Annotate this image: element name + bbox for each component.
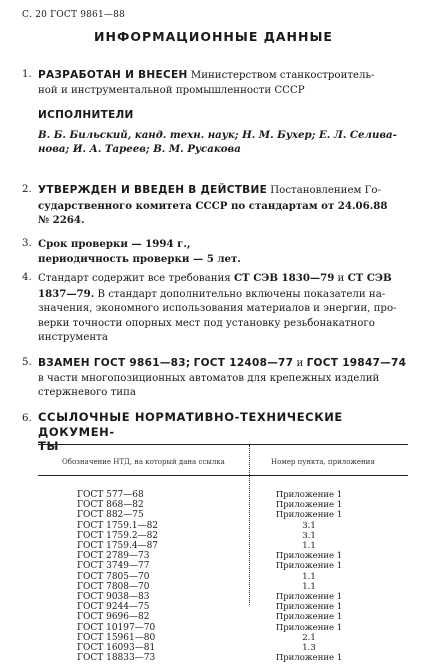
- item-2-line-3: № 2264.: [38, 214, 85, 226]
- item-4-line-5: инструмента: [38, 332, 108, 343]
- item-4: [38, 271, 408, 346]
- item-number-1: 1.: [22, 69, 32, 80]
- table-cell-document: ГОСТ 7808—70: [77, 581, 150, 592]
- table-cell-reference: 3.1: [302, 520, 316, 531]
- table-cell-reference: 3.1: [302, 530, 316, 541]
- table-top-rule: [38, 444, 408, 445]
- item-6-line-2: ТЫ: [38, 439, 59, 453]
- table-cell-document: ГОСТ 9696—82: [77, 612, 150, 623]
- item-4-line-3: значения, экономного использования материалов и энергии, про-: [38, 303, 397, 314]
- item-number-2: 2.: [22, 184, 32, 195]
- item-4-line-4: верки точности опорных мест под установку резьбонакатного: [38, 317, 375, 329]
- table-cell-document: ГОСТ 10197—70: [77, 622, 156, 633]
- item-3: [38, 237, 408, 266]
- item-1-text: Министерством станкостроитель-: [190, 70, 375, 81]
- table-header-rule: [38, 475, 408, 476]
- table-cell-reference: 1.1: [302, 581, 316, 592]
- table-cell-reference: 1.3: [302, 643, 316, 653]
- table-cell-reference: Приложение 1: [275, 602, 343, 613]
- table-cell-reference: Приложение 1: [275, 500, 343, 511]
- table-cell-document: ГОСТ 18833—73: [77, 653, 156, 664]
- table-header-document: Обозначение НТД, на который дана ссылка: [62, 458, 225, 466]
- item-2: [38, 183, 408, 228]
- performers-label: ИСПОЛНИТЕЛИ: [38, 109, 134, 121]
- item-5-line-1: ВЗАМЕН ГОСТ 9861—83; ГОСТ 12408—77 и ГОСТ 19847—74: [38, 357, 407, 369]
- item-2-heading: УТВЕРЖДЕН И ВВЕДЕН В ДЕЙСТВИЕ: [38, 184, 268, 196]
- section-title: ИНФОРМАЦИОННЫЕ ДАННЫЕ: [94, 29, 333, 44]
- item-number-3: 3.: [22, 238, 32, 249]
- item-6: [38, 410, 408, 454]
- table-cell-reference: 1.1: [302, 571, 316, 582]
- item-2-line-1: [38, 183, 408, 199]
- table-cell-document: ГОСТ 3749—77: [77, 561, 150, 572]
- item-number-6: 6.: [22, 413, 32, 424]
- table-cell-reference: Приложение 1: [275, 653, 343, 664]
- table-cell-document: ГОСТ 9244—75: [77, 602, 150, 613]
- table-cell-document: ГОСТ 1759.2—82: [77, 530, 159, 541]
- table-cell-document: ГОСТ 15961—80: [77, 632, 156, 643]
- page-header: С. 20 ГОСТ 9861—88: [22, 10, 125, 20]
- table-cell-document: ГОСТ 882—75: [77, 510, 144, 521]
- table-cell-reference: 2.1: [302, 632, 316, 643]
- item-5-line-2: в части многопозиционных автоматов для крепежных изделий: [38, 372, 380, 384]
- item-3-line-2: периодичность проверки — 5 лет.: [38, 252, 241, 265]
- table-cell-document: ГОСТ 577—68: [77, 490, 144, 500]
- item-5-line-3: стержневого типа: [38, 387, 136, 398]
- table-cell-reference: Приложение 1: [275, 592, 343, 602]
- item-4-line-2: 1837—79. В стандарт дополнительно включены показатели на-: [38, 287, 386, 300]
- table-cell-reference: Приложение 1: [275, 561, 343, 572]
- item-3-line-1: Срок проверки — 1994 г.,: [38, 238, 191, 250]
- table-cell-document: ГОСТ 9038—83: [77, 592, 150, 602]
- item-5: [38, 356, 408, 401]
- table-cell-reference: Приложение 1: [275, 551, 343, 562]
- performers: [38, 108, 408, 157]
- table-cell-document: ГОСТ 1759.1—82: [77, 520, 159, 531]
- table-header-reference: Номер пункта, приложения: [271, 458, 375, 466]
- table-cell-reference: Приложение 1: [275, 622, 343, 633]
- item-number-5: 5.: [22, 357, 32, 368]
- item-6-line-1: ССЫЛОЧНЫЕ НОРМАТИВНО-ТЕХНИЧЕСКИЕ ДОКУМЕН-: [38, 410, 343, 439]
- table-cell-reference: Приложение 1: [275, 490, 343, 500]
- performers-line-1: В. Б. Бильский, канд. техн. наук; Н. М. Бухер; Е. Л. Селива-: [38, 128, 397, 141]
- item-2-line-2: сударственного комитета СССР по стандартам от 24.06.88: [38, 199, 388, 212]
- table-cell-reference: Приложение 1: [275, 510, 343, 521]
- item-2-text: Постановлением Го-: [270, 185, 381, 196]
- performers-line-2: нова; И. А. Тареев; В. М. Русакова: [38, 143, 241, 155]
- item-4-line-1: Стандарт содержит все требования СТ СЭВ 1830—79 и СТ СЭВ: [38, 272, 392, 284]
- item-1-line-1: [38, 68, 408, 84]
- table-cell-document: ГОСТ 2789—73: [77, 551, 150, 562]
- item-5-heading: ВЗАМЕН ГОСТ 9861—83;: [38, 357, 191, 369]
- table-cell-reference: Приложение 1: [275, 612, 343, 623]
- table-cell-reference: 1.1: [302, 541, 316, 551]
- item-1-line-2: ной и инструментальной промышленности СССР: [38, 84, 305, 96]
- table-cell-document: ГОСТ 7805—70: [77, 571, 150, 582]
- item-number-4: 4.: [22, 272, 32, 283]
- table-cell-document: ГОСТ 1759.4—87: [77, 541, 159, 551]
- table-row: [0, 653, 427, 664]
- item-1-heading: РАЗРАБОТАН И ВНЕСЕН: [38, 69, 188, 81]
- table-cell-document: ГОСТ 868—82: [77, 500, 144, 511]
- item-1: [38, 68, 408, 98]
- table-cell-document: ГОСТ 16093—81: [77, 643, 156, 653]
